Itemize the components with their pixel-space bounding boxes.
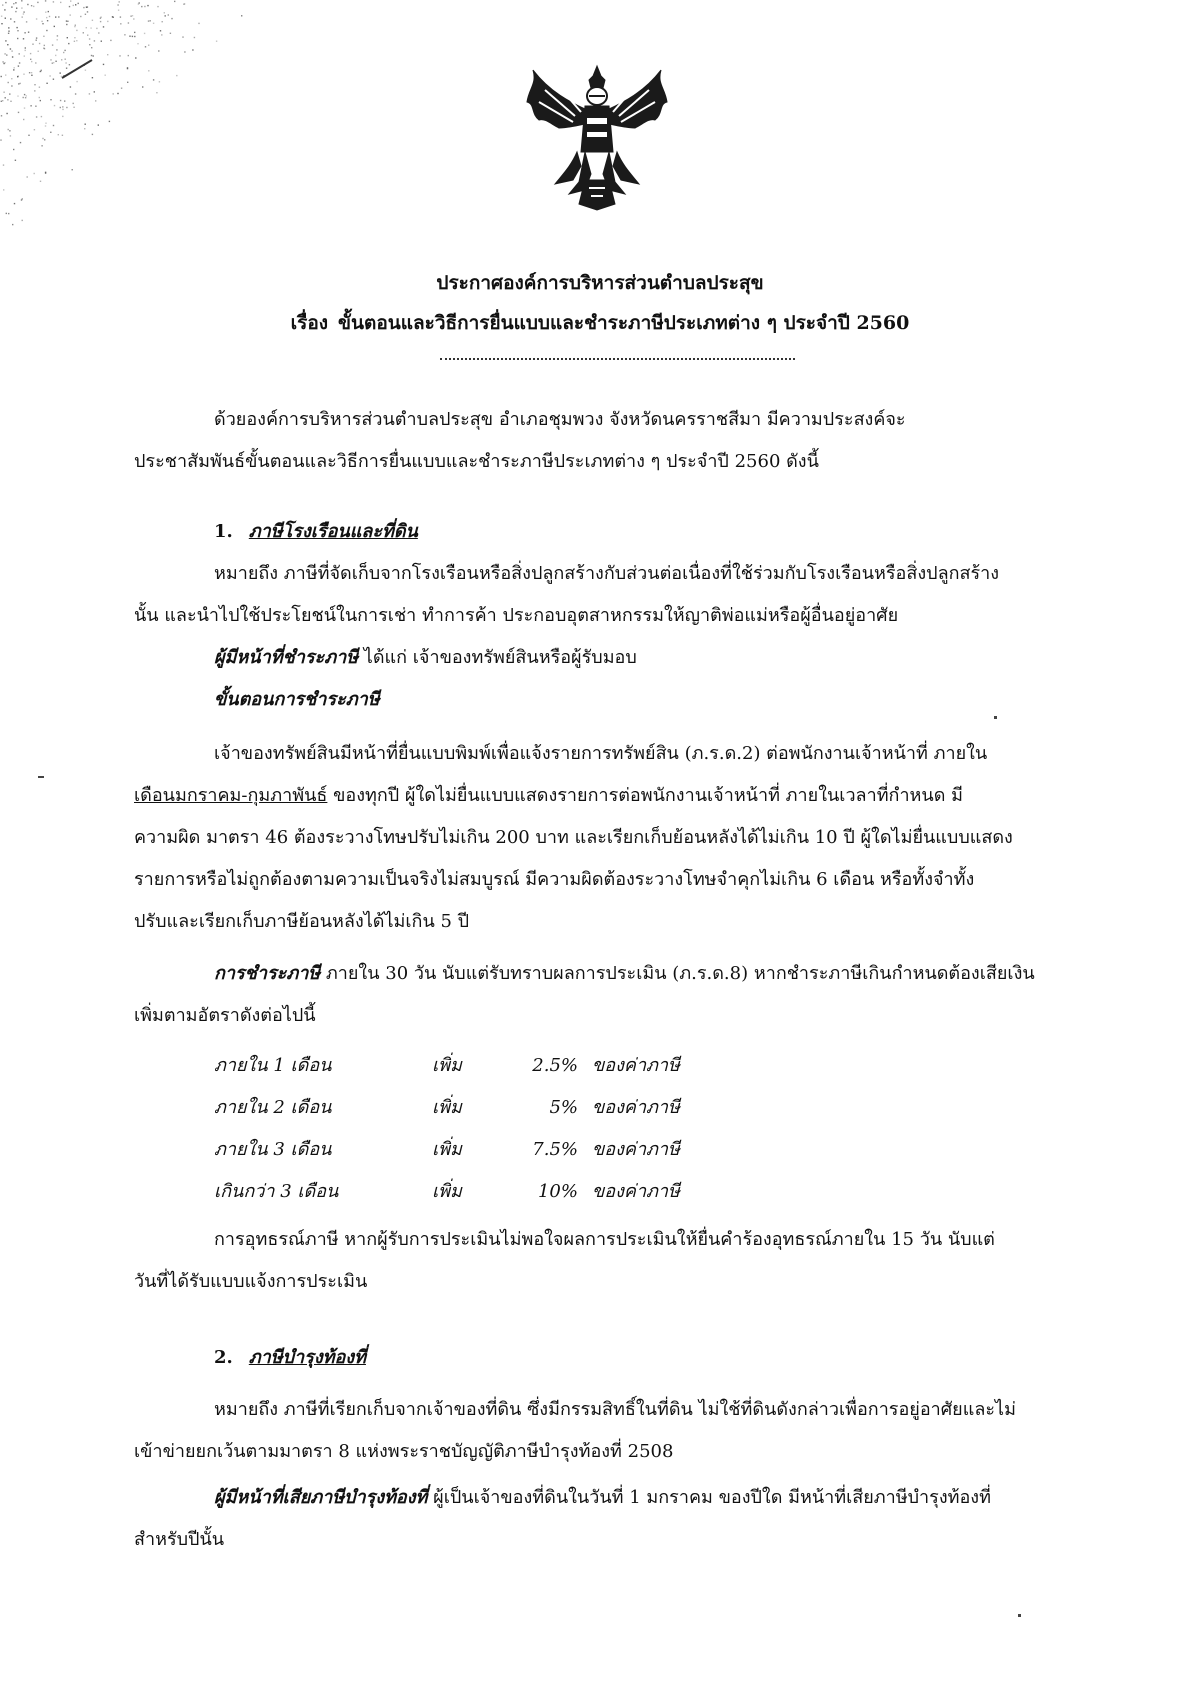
rate-increase-label: เพิ่ม	[432, 1055, 462, 1076]
s1-procedure-line-5: ปรับและเรียกเก็บภาษีย้อนหลังได้ไม่เกิน 5 ปี	[134, 911, 470, 932]
subject-text: ขั้นตอนและวิธีการยื่นแบบและชำระภาษีประเภทต่าง ๆ ประจำปี 2560	[338, 312, 910, 334]
s1-procedure-line-1: เจ้าของทรัพย์สินมีหน้าที่ยื่นแบบพิมพ์เพื่อแจ้งรายการทรัพย์สิน (ภ.ร.ด.2) ต่อพนักงานเจ้าหน้าที่ ภายใน	[214, 743, 988, 764]
rate-increase-label: เพิ่ม	[432, 1097, 462, 1118]
rate-period: เกินกว่า 3 เดือน	[214, 1181, 339, 1202]
rate-percent: 10%	[537, 1181, 578, 1202]
intro-line-2: ประชาสัมพันธ์ขั้นตอนและวิธีการยื่นแบบและชำระภาษีประเภทต่าง ๆ ประจำปี 2560 ดังนี้	[134, 451, 819, 472]
intro-line-1: ด้วยองค์การบริหารส่วนตำบลประสุข อำเภอชุมพวง จังหวัดนครราชสีมา มีความประสงค์จะ	[214, 409, 906, 430]
rate-of-tax: ของค่าภาษี	[592, 1139, 680, 1160]
s2-meaning-line-1: หมายถึง ภาษีที่เรียกเก็บจากเจ้าของที่ดิน ซึ่งมีกรรมสิทธิ์ในที่ดิน ไม่ใช้ที่ดินดังกล่าวเพื่อการอยู่อาศัยและไม่	[214, 1399, 1016, 1420]
s1-filing-period: เดือนมกราคม-กุมภาพันธ์	[134, 785, 328, 806]
s2-payer-line-2: สำหรับปีนั้น	[134, 1529, 225, 1550]
s1-meaning-line-2: นั้น และนำไปใช้ประโยชน์ในการเช่า ทำการค้า ประกอบอุตสาหกรรมให้ญาติพ่อแม่หรือผู้อื่นอยู่อาศัย	[134, 605, 899, 626]
rate-percent: 5%	[549, 1097, 578, 1118]
s2-payer-line-1	[214, 1486, 991, 1510]
s1-payment-label: การชำระภาษี	[214, 963, 321, 984]
s2-payer-label: ผู้มีหน้าที่เสียภาษีบำรุงท้องที่	[214, 1487, 428, 1508]
section-2-number: 2.	[214, 1347, 233, 1368]
rate-period: ภายใน 2 เดือน	[214, 1097, 332, 1118]
s1-payer-line	[214, 646, 637, 670]
rate-period: ภายใน 1 เดือน	[214, 1055, 332, 1076]
rate-of-tax: ของค่าภาษี	[592, 1181, 680, 1202]
section-2-title: ภาษีบำรุงท้องที่	[248, 1347, 366, 1368]
rate-of-tax: ของค่าภาษี	[592, 1055, 680, 1076]
s1-payment-line-1	[214, 962, 1035, 986]
rate-of-tax: ของค่าภาษี	[592, 1097, 680, 1118]
section-1-heading	[214, 520, 418, 544]
s2-payer-text: ผู้เป็นเจ้าของที่ดินในวันที่ 1 มกราคม ของปีใด มีหน้าที่เสียภาษีบำรุงท้องที่	[433, 1487, 991, 1508]
announcement-title: ประกาศองค์การบริหารส่วนตำบลประสุข	[436, 272, 764, 294]
subject-label: เรื่อง	[290, 312, 329, 334]
announcement-subject	[0, 308, 1200, 338]
section-1-number: 1.	[214, 521, 233, 542]
s1-payer-label: ผู้มีหน้าที่ชำระภาษี	[214, 647, 359, 668]
rate-period: ภายใน 3 เดือน	[214, 1139, 332, 1160]
rate-percent: 7.5%	[532, 1139, 578, 1160]
title-divider	[440, 358, 795, 360]
s1-appeal-line-1: การอุทธรณ์ภาษี หากผู้รับการประเมินไม่พอใจผลการประเมินให้ยื่นคำร้องอุทธรณ์ภายใน 15 วัน นับแต่	[214, 1229, 995, 1250]
s1-payer-text: ได้แก่ เจ้าของทรัพย์สินหรือผู้รับมอบ	[363, 647, 637, 668]
s1-payment-text: ภายใน 30 วัน นับแต่รับทราบผลการประเมิน (ภ.ร.ด.8) หากชำระภาษีเกินกำหนดต้องเสียเงิน	[325, 963, 1035, 984]
scan-speck	[994, 716, 997, 719]
rate-percent: 2.5%	[532, 1055, 578, 1076]
s1-procedure-line-2-rest: ของทุกปี ผู้ใดไม่ยื่นแบบแสดงรายการต่อพนักงานเจ้าหน้าที่ ภายในเวลาที่กำหนด มี	[327, 785, 964, 806]
s1-appeal-line-2: วันที่ได้รับแบบแจ้งการประเมิน	[134, 1271, 368, 1292]
scan-speck	[1018, 1614, 1021, 1617]
s1-procedure-line-3: ความผิด มาตรา 46 ต้องระวางโทษปรับไม่เกิน 200 บาท และเรียกเก็บย้อนหลังได้ไม่เกิน 10 ปี ผู้ใดไม่ยื่นแบบแสดง	[134, 827, 1013, 848]
scan-speck	[38, 776, 44, 778]
rate-increase-label: เพิ่ม	[432, 1181, 462, 1202]
s1-payment-line-2: เพิ่มตามอัตราดังต่อไปนี้	[134, 1005, 316, 1026]
rate-increase-label: เพิ่ม	[432, 1139, 462, 1160]
section-2-heading	[214, 1346, 366, 1370]
scan-noise-corner	[0, 0, 260, 240]
s1-procedure-heading: ขั้นตอนการชำระภาษี	[214, 689, 380, 710]
s1-meaning-line-1: หมายถึง ภาษีที่จัดเก็บจากโรงเรือนหรือสิ่งปลูกสร้างกับส่วนต่อเนื่องที่ใช้ร่วมกับโรงเรือนหรือสิ่งปลูกสร้าง	[214, 563, 1000, 584]
s1-procedure-line-4: รายการหรือไม่ถูกต้องตามความเป็นจริงไม่สมบูรณ์ มีความผิดต้องระวางโทษจำคุกไม่เกิน 6 เดือน หรือทั้งจำทั้ง	[134, 869, 975, 890]
s1-procedure-line-2	[134, 784, 963, 808]
s2-meaning-line-2: เข้าข่ายยกเว้นตามมาตรา 8 แห่งพระราชบัญญัติภาษีบำรุงท้องที่ 2508	[134, 1441, 674, 1462]
garuda-emblem	[515, 62, 680, 212]
section-1-title: ภาษีโรงเรือนและที่ดิน	[248, 521, 418, 542]
